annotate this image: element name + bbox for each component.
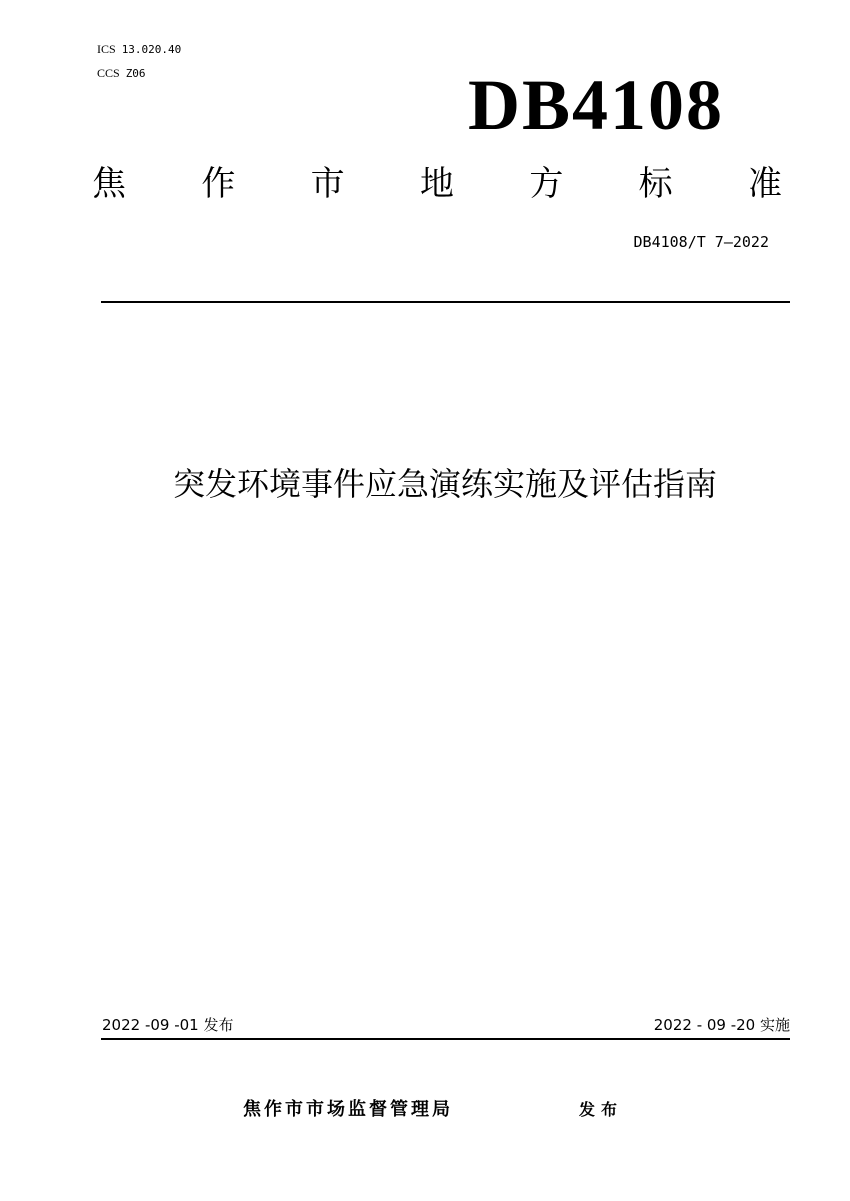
ics-label: ICS bbox=[97, 42, 116, 56]
standard-type-char: 市 bbox=[310, 164, 345, 204]
ccs-code: Z06 bbox=[125, 67, 146, 80]
standard-mark: DB4108 bbox=[467, 65, 724, 145]
standard-type-heading bbox=[92, 162, 782, 206]
standard-number: DB4108/T 7—2022 bbox=[633, 233, 769, 251]
ics-code: 13.020.40 bbox=[121, 43, 182, 56]
ccs-label: CCS bbox=[97, 66, 120, 80]
ics-classification bbox=[97, 42, 181, 57]
issuer-action: 发布 bbox=[579, 1100, 624, 1119]
standard-type-char: 方 bbox=[529, 164, 564, 204]
standard-type-char: 准 bbox=[747, 164, 782, 204]
issuer-name: 焦作市市场监督管理局 bbox=[243, 1099, 453, 1120]
implement-date: 2022 - 09 -20 实施 bbox=[653, 1016, 790, 1034]
ccs-classification bbox=[97, 66, 146, 81]
standard-type-char: 标 bbox=[638, 164, 673, 204]
standard-type-char: 地 bbox=[419, 164, 454, 204]
top-divider bbox=[101, 301, 790, 303]
bottom-divider bbox=[101, 1038, 790, 1040]
publish-date: 2022 -09 -01 发布 bbox=[102, 1016, 234, 1034]
document-title: 突发环境事件应急演练实施及评估指南 bbox=[172, 465, 717, 503]
standard-type-char: 作 bbox=[201, 164, 236, 204]
standard-type-char: 焦 bbox=[92, 164, 126, 204]
